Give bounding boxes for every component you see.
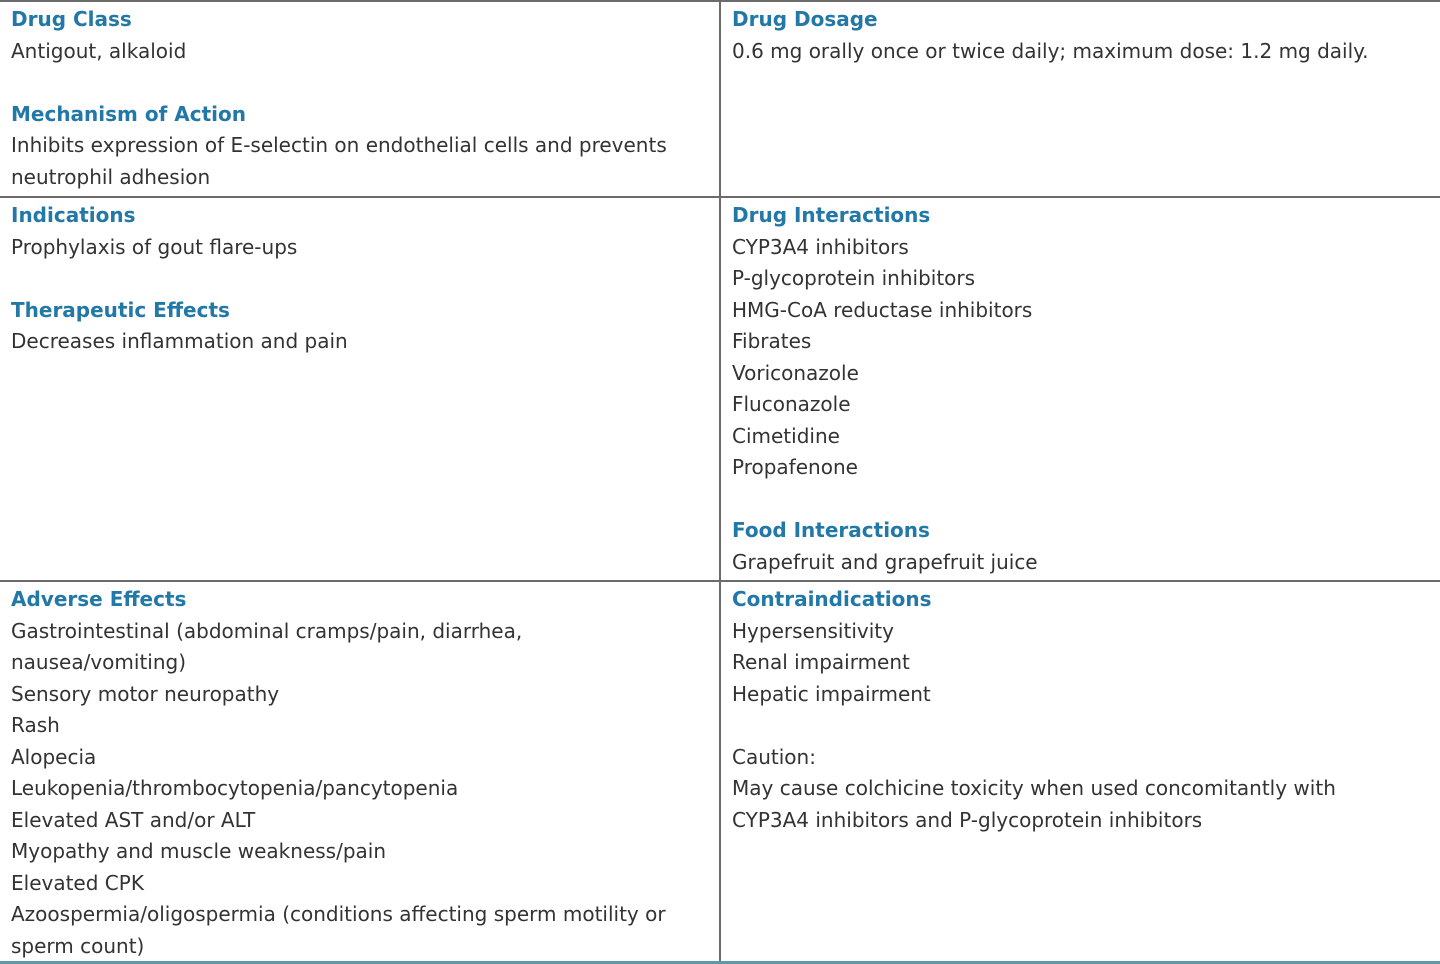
adverse-effects-heading: Adverse Effects [11,587,187,611]
caution-label: Caution: [732,744,816,769]
cell-contraindications [721,582,1440,961]
table-row [0,2,1440,198]
drug-interaction-item: Voriconazole [732,360,859,385]
adverse-effect-line: sperm count) [11,933,145,958]
adverse-effect-line: Gastrointestinal (abdominal cramps/pain, diarrhea, [11,618,523,643]
drug-interactions-heading: Drug Interactions [732,203,931,227]
dosage-text: 0.6 mg orally once or twice daily; maximum dose: 1.2 mg daily. [732,38,1369,63]
dosage-heading: Drug Dosage [732,7,878,31]
adverse-effect-line: Myopathy and muscle weakness/pain [11,839,387,863]
mechanism-heading: Mechanism of Action [11,101,246,126]
drug-interaction-item: P-glycoprotein inhibitors [732,266,976,290]
contraindication-item: Hypersensitivity [732,618,894,643]
spacer [732,484,1430,516]
drug-interaction-item: Cimetidine [732,423,840,448]
cell-indications-effects [0,198,721,580]
table-row [0,582,1440,964]
food-interactions-heading: Food Interactions [732,518,930,542]
adverse-effect-line: nausea/vomiting) [11,650,187,674]
drug-interaction-item: HMG-CoA reductase inhibitors [732,297,1033,322]
caution-line: CYP3A4 inhibitors and P-glycoprotein inhibitors [732,807,1203,832]
adverse-effect-line: Alopecia [11,744,97,769]
adverse-effect-line: Elevated CPK [11,870,144,895]
drug-interaction-item: CYP3A4 inhibitors [732,234,909,259]
adverse-effect-line: Rash [11,713,60,737]
mechanism-line: neutrophil adhesion [11,164,211,189]
caution-line: May cause colchicine toxicity when used concomitantly with [732,776,1336,800]
contraindication-item: Hepatic impairment [732,681,931,706]
cell-adverse-effects [0,582,721,961]
indications-heading: Indications [11,203,136,227]
drug-class-heading: Drug Class [11,7,132,31]
drug-interaction-item: Fibrates [732,329,812,353]
adverse-effect-line: Elevated AST and/or ALT [11,807,256,832]
food-interactions-text: Grapefruit and grapefruit juice [732,549,1038,574]
cell-class-mechanism [0,2,721,196]
adverse-effect-line: Sensory motor neuropathy [11,681,280,706]
contraindication-item: Renal impairment [732,650,910,674]
drug-interaction-item: Propafenone [732,455,858,479]
adverse-effect-line: Azoospermia/oligospermia (conditions affecting sperm motility or [11,902,666,926]
table-row [0,198,1440,582]
cell-interactions [721,198,1440,580]
therapeutic-effects-heading: Therapeutic Effects [11,297,230,322]
spacer [11,67,709,99]
mechanism-line: Inhibits expression of E-selectin on endothelial cells and prevents [11,133,667,157]
spacer [11,263,709,295]
adverse-effect-line: Leukopenia/thrombocytopenia/pancytopenia [11,776,459,800]
spacer [732,710,1430,742]
drug-interaction-item: Fluconazole [732,392,851,416]
therapeutic-effects-text: Decreases inflammation and pain [11,329,348,353]
indications-text: Prophylaxis of gout flare-ups [11,234,298,259]
drug-class-text: Antigout, alkaloid [11,38,187,63]
contraindications-heading: Contraindications [732,587,932,611]
cell-dosage [721,2,1440,196]
